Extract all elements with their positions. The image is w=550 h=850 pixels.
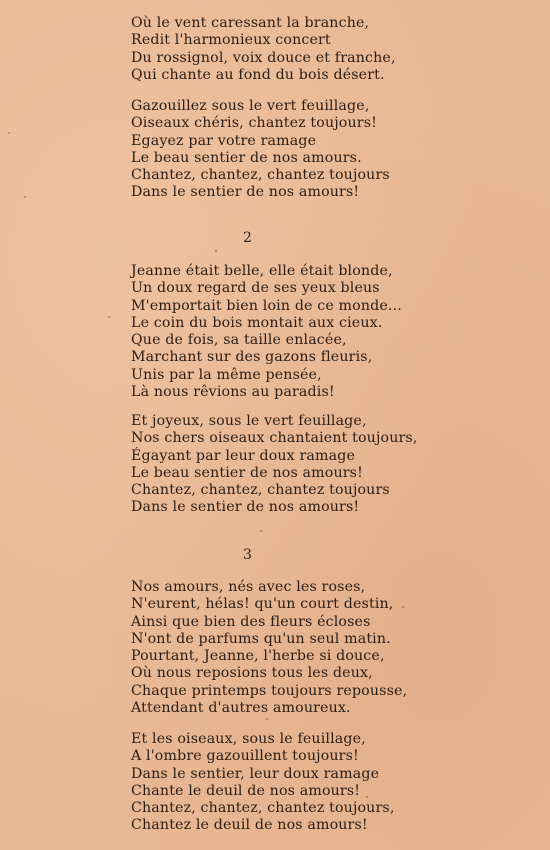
paper-speck (108, 316, 110, 318)
paper-speck (8, 132, 10, 134)
paper-speck (366, 796, 368, 798)
verse-line: Unis par la même pensée, (131, 366, 322, 383)
verse-line: Chantez, chantez, chantez toujours, (131, 800, 395, 817)
verse-line: Egayez par votre ramage (131, 132, 317, 149)
verse-line: Jeanne était belle, elle était blonde, (131, 263, 393, 279)
verse-line: Attendant d'autres amoureux. (131, 700, 351, 717)
verse-line: Redit l'harmonieux concert (131, 32, 331, 49)
verse-line: N'ont de parfums qu'un seul matin. (131, 630, 391, 647)
verse-line: Où le vent caressant la branche, (131, 15, 370, 31)
verse-line: Pourtant, Jeanne, l'herbe si douce, (131, 648, 385, 665)
paper-speck (402, 606, 404, 608)
stanza-1 (131, 15, 396, 84)
verse-line: Le coin du bois montait aux cieux. (131, 314, 383, 331)
verse-line: Le beau sentier de nos amours. (131, 149, 362, 166)
verse-line: Chante le deuil de nos amours! (131, 782, 361, 799)
verse-line: N'eurent, hélas! qu'un court destin, (131, 596, 394, 613)
stanza-2-refrain (131, 98, 390, 202)
verse-line: Où nous reposions tous les deux, (131, 665, 373, 682)
verse-line: Chaque printemps toujours repousse, (131, 682, 408, 699)
stanza-6-refrain (131, 731, 395, 835)
section-number-2: 2 (243, 230, 252, 246)
verse-line: A l'ombre gazouillent toujours! (131, 748, 359, 765)
verse-line: Qui chante au fond du bois désert. (131, 66, 385, 83)
stanza-4-refrain (131, 413, 418, 517)
section-number-3: 3 (243, 547, 252, 563)
stanza-3 (131, 263, 402, 401)
verse-line: Le beau sentier de nos amours! (131, 464, 363, 481)
verse-line: Chantez, chantez, chantez toujours (131, 482, 390, 499)
paper-speck (24, 196, 26, 198)
verse-line: Et les oiseaux, sous le feuillage, (131, 731, 366, 747)
verse-line: Nos amours, nés avec les roses, (131, 579, 366, 595)
verse-line: Là nous rêvions au paradis! (131, 384, 335, 401)
verse-line: Marchant sur des gazons fleuris, (131, 349, 373, 366)
verse-line: Oiseaux chéris, chantez toujours! (131, 115, 377, 132)
paper-speck (266, 718, 268, 720)
verse-line: Un doux regard de ses yeux bleus (131, 280, 380, 297)
verse-line: Que de fois, sa taille enlacée, (131, 332, 347, 349)
verse-line: Dans le sentier de nos amours! (131, 499, 360, 516)
verse-line: Ainsi que bien des fleurs écloses (131, 613, 371, 630)
verse-line: Dans le sentier, leur doux ramage (131, 765, 380, 782)
verse-line: Nos chers oiseaux chantaient toujours, (131, 430, 418, 447)
paper-speck (215, 250, 217, 252)
verse-line: Et joyeux, sous le vert feuillage, (131, 413, 367, 429)
paper-speck (260, 530, 262, 532)
verse-line: Du rossignol, voix douce et franche, (131, 49, 396, 66)
verse-line: Chantez, chantez, chantez toujours (131, 167, 390, 184)
verse-line: Égayant par leur doux ramage (131, 447, 356, 464)
verse-line: Dans le sentier de nos amours! (131, 184, 360, 201)
verse-line: M'emportait bien loin de ce monde... (131, 297, 402, 314)
stanza-5 (131, 579, 407, 717)
verse-line: Chantez le deuil de nos amours! (131, 817, 368, 834)
verse-line: Gazouillez sous le vert feuillage, (131, 98, 370, 114)
